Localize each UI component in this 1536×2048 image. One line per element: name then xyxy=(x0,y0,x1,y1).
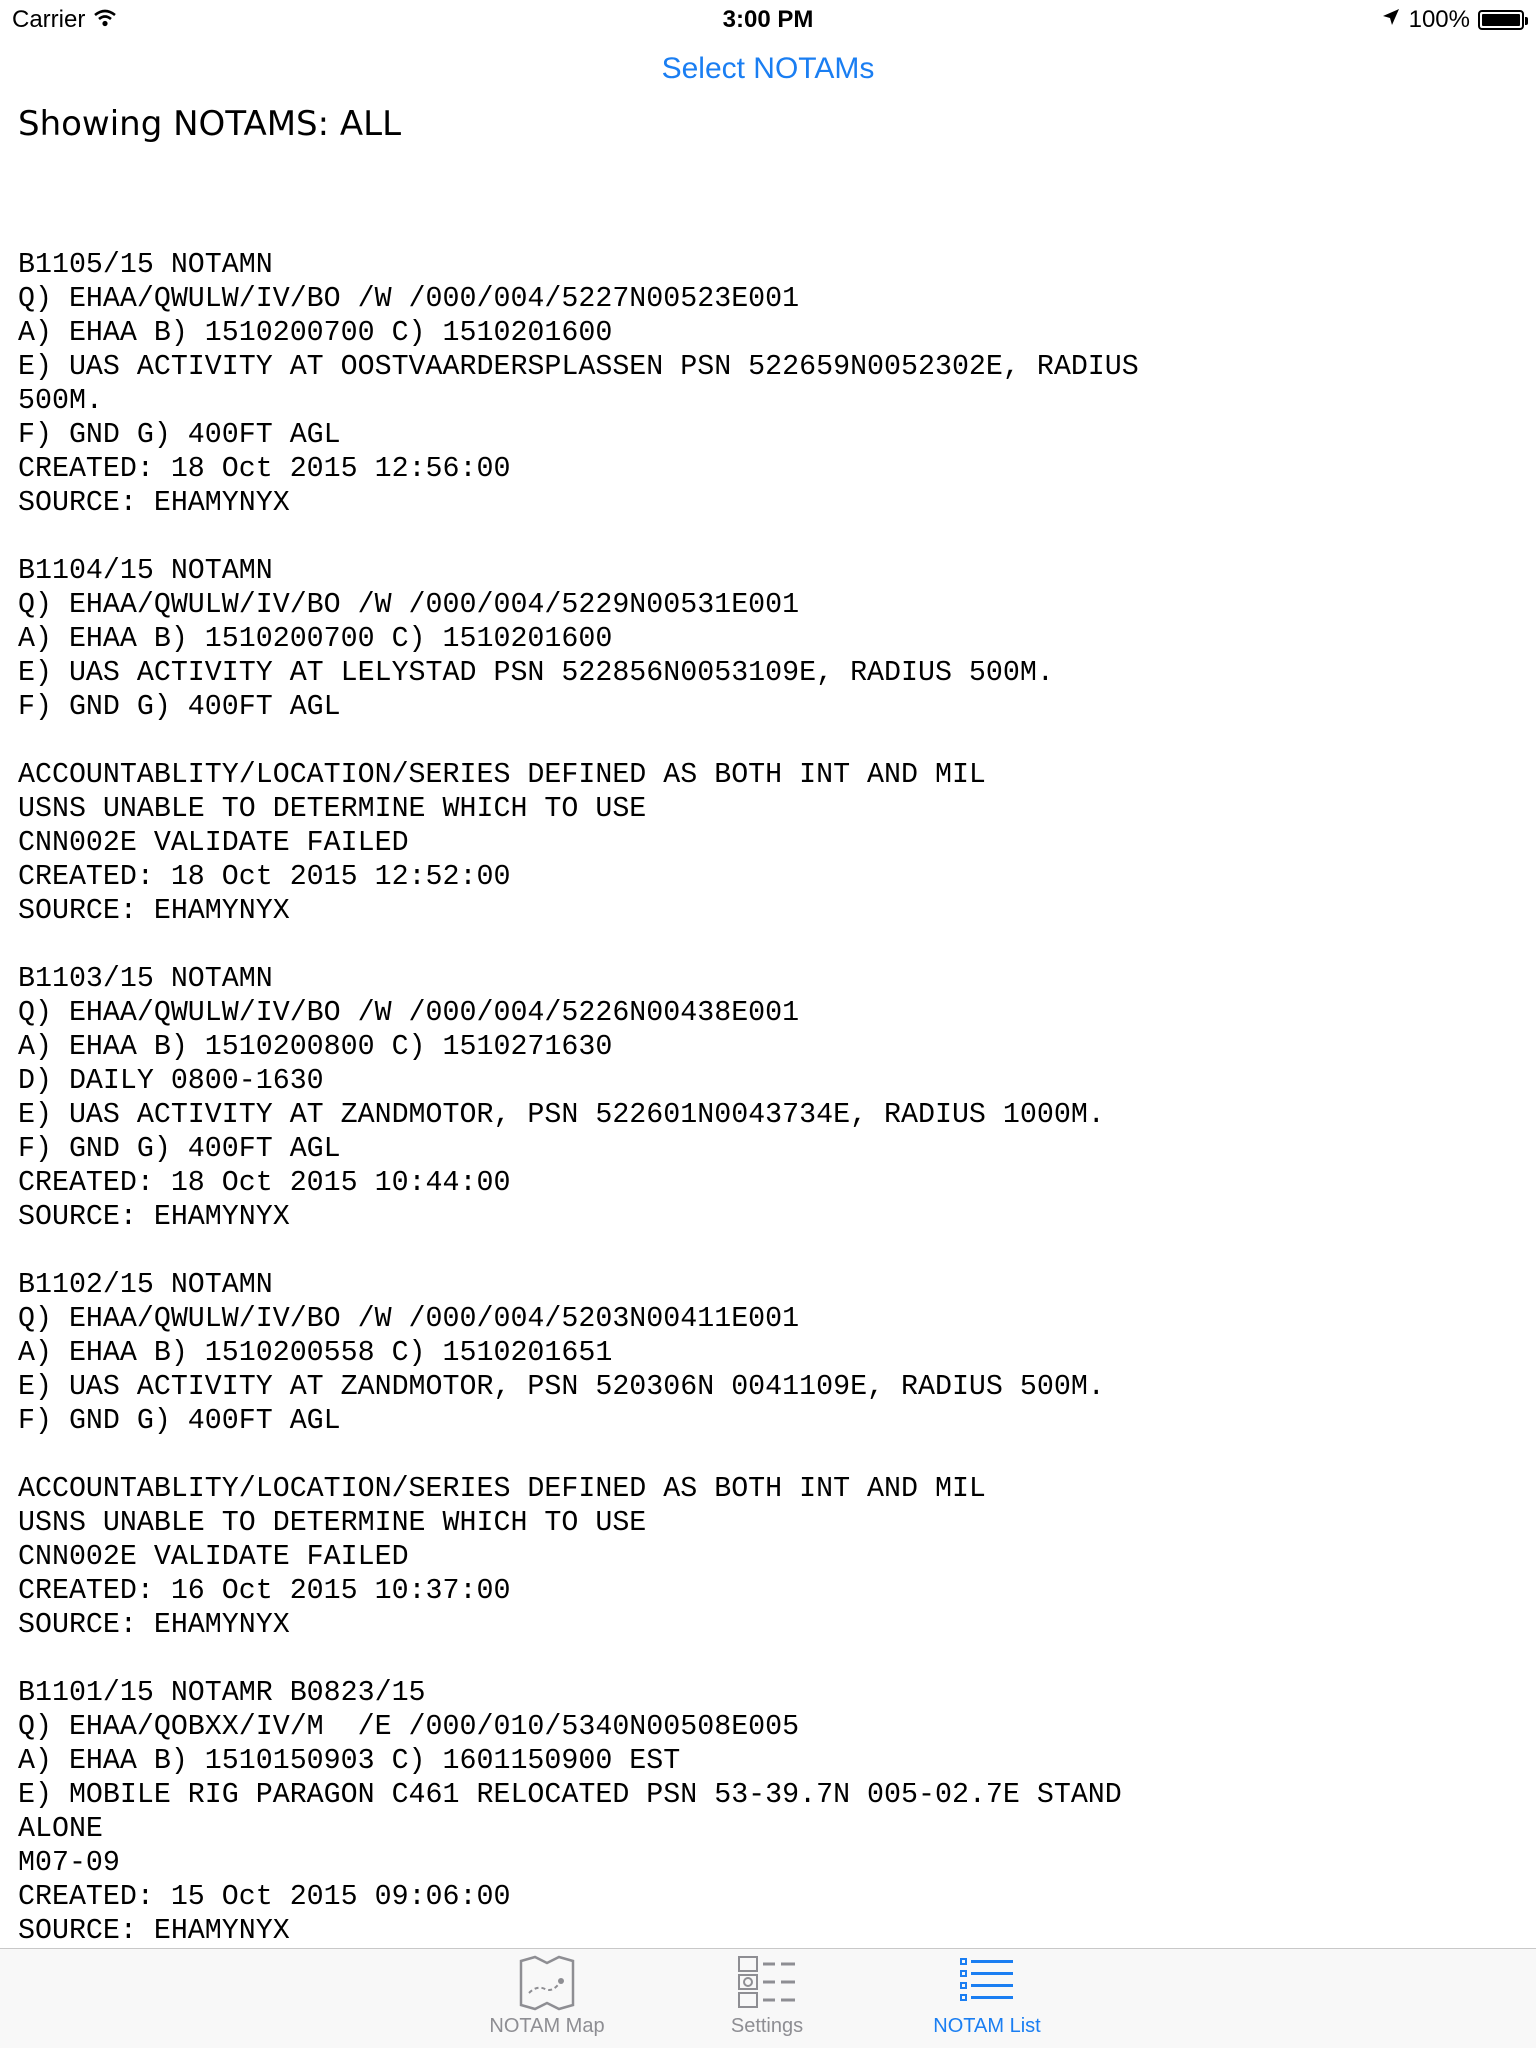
notam-line: B1105/15 NOTAMN xyxy=(18,249,273,281)
notam-line: USNS UNABLE TO DETERMINE WHICH TO USE xyxy=(18,793,647,825)
notam-entry xyxy=(18,1268,1518,1642)
notam-line: F) GND G) 400FT AGL xyxy=(18,1133,341,1165)
notam-line: F) GND G) 400FT AGL xyxy=(18,1405,341,1437)
list-icon xyxy=(887,1955,1087,2011)
notam-line: Q) EHAA/QOBXX/IV/M /E /000/010/5340N00508E005 xyxy=(18,1711,800,1743)
notam-list[interactable] xyxy=(18,248,1518,1948)
notam-line: E) UAS ACTIVITY AT ZANDMOTOR, PSN 522601N0043734E, RADIUS 1000M. xyxy=(18,1099,1105,1131)
status-time: 3:00 PM xyxy=(722,6,814,33)
carrier-label: Carrier xyxy=(12,6,86,33)
battery-fill xyxy=(1482,14,1520,26)
notam-line: A) EHAA B) 1510150903 C) 1601150900 EST xyxy=(18,1745,681,1777)
battery-percent: 100% xyxy=(1408,6,1470,33)
location-arrow-icon xyxy=(1381,6,1401,34)
notam-line: CREATED: 15 Oct 2015 09:06:00 xyxy=(18,1881,511,1913)
tab-settings[interactable] xyxy=(667,1955,867,2038)
status-bar xyxy=(0,0,1536,40)
tab-bar xyxy=(0,1948,1536,2048)
notam-line: CNN002E VALIDATE FAILED xyxy=(18,827,409,859)
notam-line: M07-09 xyxy=(18,1847,120,1879)
notam-entry xyxy=(18,554,1518,928)
notam-line: CREATED: 16 Oct 2015 10:37:00 xyxy=(18,1575,511,1607)
notam-line: D) DAILY 0800-1630 xyxy=(18,1065,324,1097)
notam-line: A) EHAA B) 1510200800 C) 1510271630 xyxy=(18,1031,613,1063)
tab-label: NOTAM List xyxy=(933,2015,1041,2037)
notam-line: A) EHAA B) 1510200558 C) 1510201651 xyxy=(18,1337,613,1369)
notam-line: Q) EHAA/QWULW/IV/BO /W /000/004/5203N00411E001 xyxy=(18,1303,800,1335)
notam-entry xyxy=(18,962,1518,1234)
notam-line: B1101/15 NOTAMR B0823/15 xyxy=(18,1677,426,1709)
notam-line: SOURCE: EHAMYNYX xyxy=(18,1201,290,1233)
notam-line: CREATED: 18 Oct 2015 12:52:00 xyxy=(18,861,511,893)
tab-notam-list[interactable] xyxy=(887,1955,1087,2038)
select-notams-button[interactable]: Select NOTAMs xyxy=(661,52,875,85)
tab-label: NOTAM Map xyxy=(489,2015,605,2037)
battery-cap xyxy=(1525,17,1528,25)
notam-line: 500M. xyxy=(18,385,103,417)
map-icon xyxy=(447,1955,647,2011)
tab-label: Settings xyxy=(730,2015,804,2037)
tab-notam-map[interactable] xyxy=(447,1955,647,2038)
notam-line: CNN002E VALIDATE FAILED xyxy=(18,1541,409,1573)
notam-line: ALONE xyxy=(18,1813,103,1845)
battery-icon xyxy=(1478,10,1524,30)
page-title: Showing NOTAMS: ALL xyxy=(18,104,402,144)
notam-line: Q) EHAA/QWULW/IV/BO /W /000/004/5229N00531E001 xyxy=(18,589,800,621)
notam-line: A) EHAA B) 1510200700 C) 1510201600 xyxy=(18,317,613,349)
notam-line: F) GND G) 400FT AGL xyxy=(18,419,341,451)
status-right xyxy=(1381,6,1524,34)
notam-line: F) GND G) 400FT AGL xyxy=(18,691,341,723)
notam-line: Q) EHAA/QWULW/IV/BO /W /000/004/5227N00523E001 xyxy=(18,283,800,315)
notam-line: SOURCE: EHAMYNYX xyxy=(18,1915,290,1947)
notam-line: B1102/15 NOTAMN xyxy=(18,1269,273,1301)
notam-line: B1103/15 NOTAMN xyxy=(18,963,273,995)
notam-entry xyxy=(18,1676,1518,1948)
notam-line: CREATED: 18 Oct 2015 12:56:00 xyxy=(18,453,511,485)
notam-line: ACCOUNTABLITY/LOCATION/SERIES DEFINED AS BOTH INT AND MIL xyxy=(18,759,986,791)
notam-line: E) UAS ACTIVITY AT LELYSTAD PSN 522856N0053109E, RADIUS 500M. xyxy=(18,657,1054,689)
settings-icon xyxy=(667,1955,867,2011)
notam-line: ACCOUNTABLITY/LOCATION/SERIES DEFINED AS BOTH INT AND MIL xyxy=(18,1473,986,1505)
notam-line xyxy=(18,1438,1518,1472)
notam-line: SOURCE: EHAMYNYX xyxy=(18,487,290,519)
notam-line: SOURCE: EHAMYNYX xyxy=(18,1609,290,1641)
notam-line: E) MOBILE RIG PARAGON C461 RELOCATED PSN 53-39.7N 005-02.7E STAND xyxy=(18,1779,1122,1811)
notam-line xyxy=(18,724,1518,758)
notam-line: Q) EHAA/QWULW/IV/BO /W /000/004/5226N00438E001 xyxy=(18,997,800,1029)
notam-line: B1104/15 NOTAMN xyxy=(18,555,273,587)
notam-line: A) EHAA B) 1510200700 C) 1510201600 xyxy=(18,623,613,655)
notam-line: USNS UNABLE TO DETERMINE WHICH TO USE xyxy=(18,1507,647,1539)
notam-line: SOURCE: EHAMYNYX xyxy=(18,895,290,927)
notam-line: E) UAS ACTIVITY AT ZANDMOTOR, PSN 520306N 0041109E, RADIUS 500M. xyxy=(18,1371,1105,1403)
notam-entry xyxy=(18,248,1518,520)
notam-line: E) UAS ACTIVITY AT OOSTVAARDERSPLASSEN PSN 522659N0052302E, RADIUS xyxy=(18,351,1139,383)
notam-line: CREATED: 18 Oct 2015 10:44:00 xyxy=(18,1167,511,1199)
